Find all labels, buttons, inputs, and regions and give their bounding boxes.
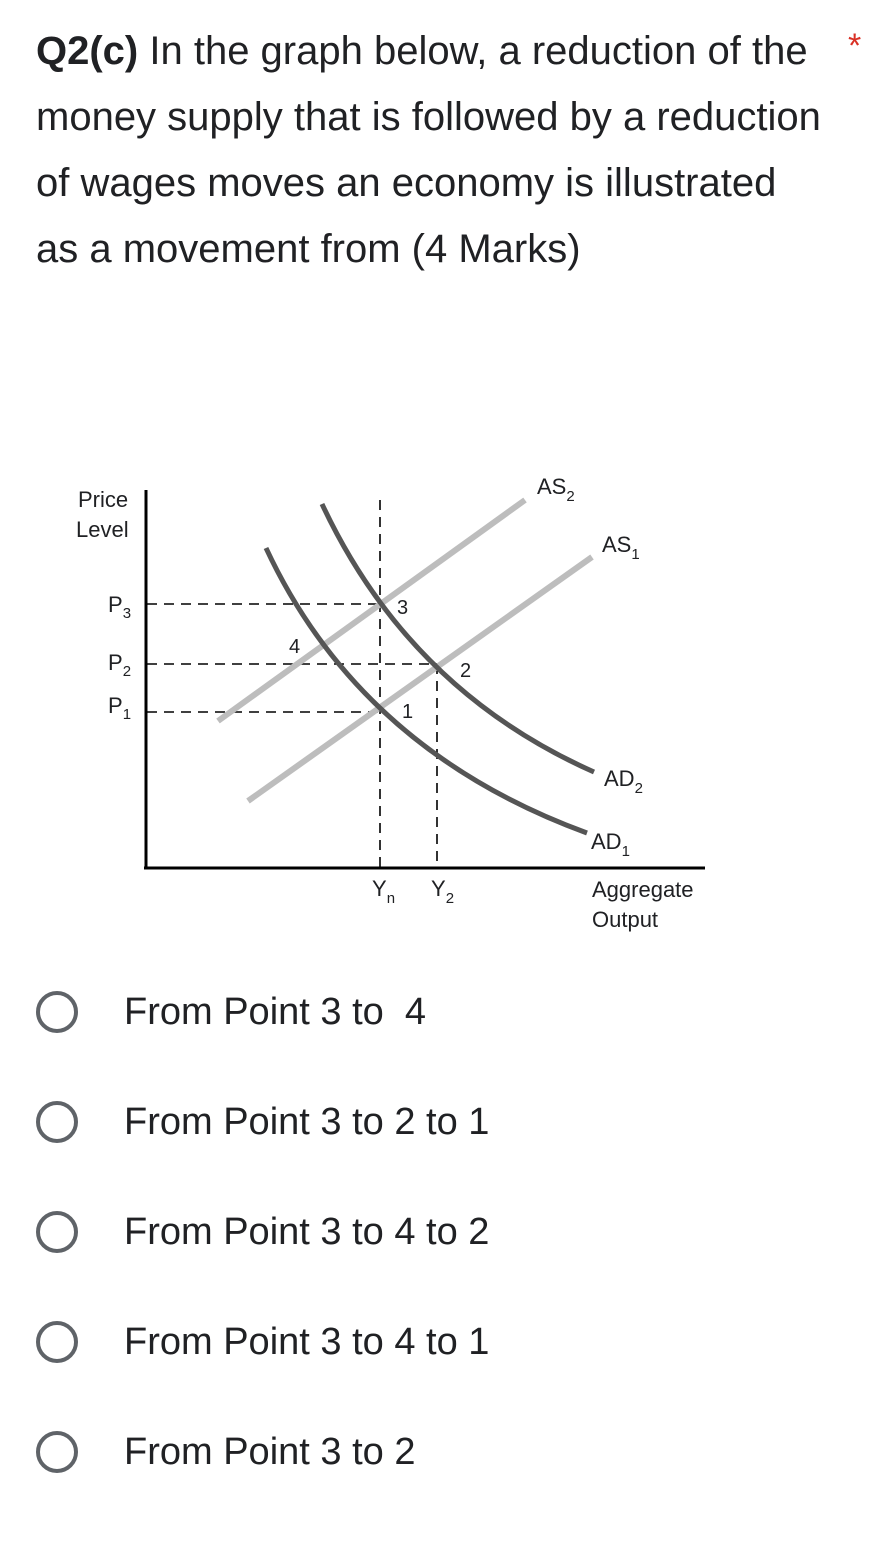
y2-label: $Y_2$ [431, 876, 455, 907]
ad1-curve [266, 548, 587, 833]
ad2-label: $AD_2$ [604, 766, 643, 797]
yn-label: $Y_n$ [372, 876, 396, 907]
as2-label: $AS_2$ [537, 474, 575, 505]
option-4[interactable] [36, 1312, 796, 1372]
question-number: Q2(c) [36, 29, 139, 73]
option-1[interactable] [36, 982, 796, 1042]
radio-button-icon[interactable] [36, 1101, 78, 1143]
x-axis-label-line2: Output [592, 907, 659, 932]
ad-as-graph [0, 440, 890, 960]
option-2[interactable] [36, 1092, 796, 1152]
point-1-label: 1 [402, 701, 414, 723]
option-label: From Point 3 to 4 [124, 990, 427, 1033]
y-axis-label-line1: Price [78, 487, 129, 512]
p1-label: $P_1$ [108, 693, 132, 723]
dashed-guides [147, 500, 437, 868]
ad2-curve [322, 504, 594, 772]
point-3-label: 3 [397, 597, 409, 619]
ad1-label: $AD_1$ [591, 829, 630, 860]
option-label: From Point 3 to 2 to 1 [124, 1100, 490, 1143]
as2-curve [218, 500, 525, 721]
as1-curve [248, 557, 592, 801]
p3-label: $P_3$ [108, 592, 132, 622]
option-label: From Point 3 to 2 [124, 1430, 416, 1473]
option-5[interactable] [36, 1422, 796, 1482]
point-4-label: 4 [289, 636, 301, 658]
y-axis-label-line2: Level [76, 517, 129, 542]
radio-button-icon[interactable] [36, 1211, 78, 1253]
point-2-label: 2 [460, 660, 472, 682]
radio-button-icon[interactable] [36, 1431, 78, 1473]
option-label: From Point 3 to 4 to 2 [124, 1210, 490, 1253]
as1-label: $AS_1$ [602, 532, 640, 563]
required-asterisk: * [848, 27, 862, 65]
radio-button-icon[interactable] [36, 1321, 78, 1363]
option-3[interactable] [36, 1202, 796, 1262]
option-label: From Point 3 to 4 to 1 [124, 1320, 490, 1363]
radio-button-icon[interactable] [36, 991, 78, 1033]
p2-label: $P_2$ [108, 650, 132, 680]
x-axis-label-line1: Aggregate [592, 877, 694, 902]
question-body: In the graph below, a reduction of the money supply that is followed by a reduction of wages moves an economy is illustrated as a movement from (4 Marks) [36, 29, 821, 271]
question-text [36, 18, 826, 282]
